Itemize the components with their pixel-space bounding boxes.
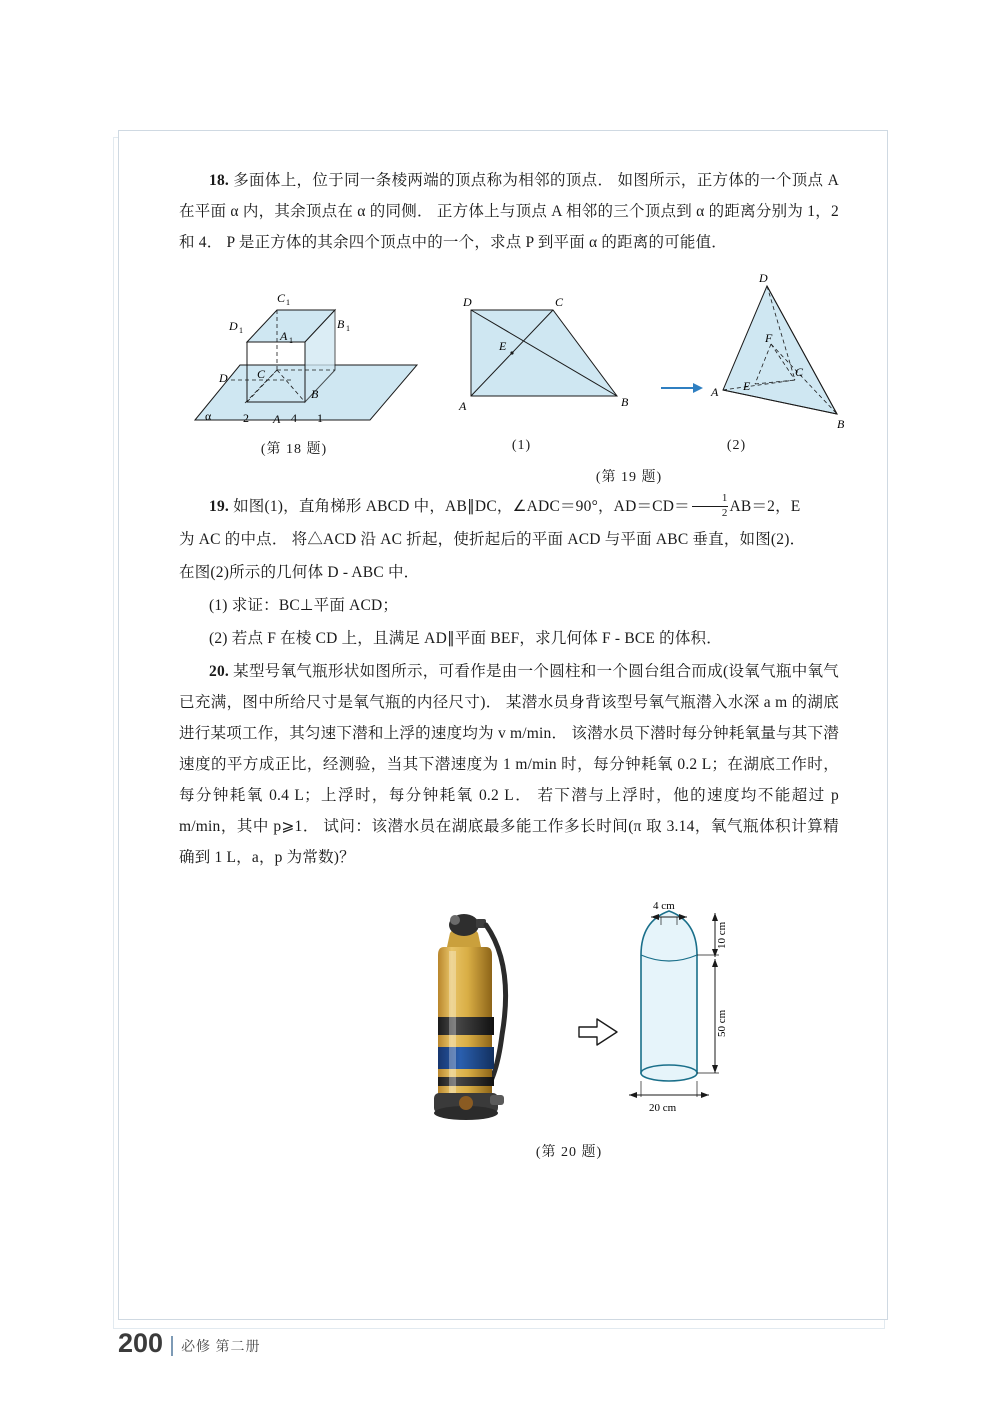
problem-18-text (179, 165, 839, 258)
page-content (179, 165, 845, 1164)
label-B: B (837, 417, 845, 431)
footer-label: 必修 第二册 (181, 1340, 261, 1355)
cylinder-dimension-diagram (609, 895, 809, 1135)
label-B1: B (337, 317, 345, 331)
fraction-one-half: $\frac{1}{2}$ (692, 493, 728, 519)
label-C: C (257, 367, 266, 381)
problem-20-text (179, 656, 839, 873)
label-B: B (621, 395, 629, 409)
svg-text:1: 1 (286, 298, 290, 307)
page-number: 200 (118, 1328, 164, 1358)
label-D1: D (229, 319, 238, 333)
oxygen-tank-illustration (394, 889, 564, 1129)
label-C: C (555, 295, 564, 309)
figure-19-1 (457, 288, 647, 418)
label-B: B (311, 387, 319, 401)
problem-18-number: 18. (209, 172, 229, 189)
label-D: D (463, 295, 472, 309)
problem-20-body: 某型号氧气瓶形状如图所示，可看作是由一个圆柱和一个圆台组合而成(设氧气瓶中氧气已充满，图中所给尺寸是氧气瓶的内径尺寸)． 某潜水员身背该型号氧气瓶潜入水深 a m 的湖底进行某项工作，其匀速下潜和上浮的速度均为 v m/min． 该潜水员下潜时每分钟耗氧量与其下潜速度的平方成正比，经测验，当其下潜速度为 1 m/min 时，每分钟耗氧 0.2 L；在湖底工作时，每分钟耗氧 0.4 L；上浮时，每分钟耗氧 0.2 L． 若下潜与上浮时，他的速度均不能超过 p m/min，其中 p⩾1． 试问：该潜水员在湖底最多能工作多长时间(π 取 3.14，氧气瓶体积计算精确到 1 L，a，p 为常数)？ (179, 663, 840, 866)
dim-body-label: 50 cm (716, 1009, 728, 1037)
svg-text:1: 1 (289, 336, 293, 345)
label-D: D (219, 371, 228, 385)
problem-19-q2: (2) 若点 F 在棱 CD 上，且满足 AD∥平面 BEF，求几何体 F - BCE 的体积． (209, 630, 722, 647)
label-C1: C (277, 291, 286, 305)
label-A: A (459, 399, 467, 413)
problem-19-line1: 如图(1)，直角梯形 ABCD 中，AB∥DC，∠ADC＝90°，AD＝CD＝ (233, 498, 690, 515)
label-A: A (273, 412, 281, 426)
svg-text:1: 1 (346, 324, 350, 333)
label-E: E (499, 339, 507, 353)
label-A1: A (280, 329, 288, 343)
figure-row-18-19 (179, 270, 845, 485)
dim-top-label: 4 cm (653, 900, 675, 912)
label-dist-2: 2 (243, 411, 249, 425)
figure-20 (179, 889, 839, 1164)
label-F: F (765, 331, 773, 345)
figure-19-2-caption: (2) (726, 438, 747, 453)
problem-19-q1: (1) 求证：BC⊥平面 ACD； (209, 597, 399, 614)
label-dist-4: 4 (291, 411, 297, 425)
dim-cone-label: 10 cm (716, 921, 728, 949)
figure-19-caption: (第 19 题) (595, 470, 663, 485)
dim-bottom-label: 20 cm (649, 1102, 677, 1114)
label-D: D (759, 272, 768, 285)
label-E: E (743, 379, 751, 393)
transform-arrow-icon (661, 380, 703, 396)
footer-divider (171, 1336, 173, 1356)
problem-20-number: 20. (209, 663, 229, 680)
problem-19-line1b: AB＝2，E (729, 498, 801, 515)
label-alpha: α (205, 409, 212, 423)
figure-18-caption: (第 18 题) (260, 442, 328, 457)
figure-19-2 (709, 272, 849, 432)
page-footer (118, 1330, 261, 1357)
textbook-page (118, 130, 888, 1320)
figure-19-1-caption: (1) (511, 438, 532, 453)
figure-20-caption: (第 20 题) (535, 1145, 603, 1160)
problem-18-body: 多面体上，位于同一条棱两端的顶点称为相邻的顶点． 如图所示，正方体的一个顶点 A 在平面 α 内，其余顶点在 α 的同侧． 正方体上与顶点 A 相邻的三个顶点到 α 的距离分别为 1，2 和 4． P 是正方体的其余四个顶点中的一个，求点 P 到平面 α 的距离的可能值． (179, 172, 839, 251)
svg-text:1: 1 (239, 326, 243, 335)
label-dist-1: 1 (317, 411, 323, 425)
problem-19-text (179, 491, 839, 522)
problem-19-number: 19. (209, 498, 229, 515)
problem-19-line3: 在图(2)所示的几何体 D - ABC 中． (179, 564, 420, 581)
problem-19-line2: 为 AC 的中点． 将△ACD 沿 AC 折起，使折起后的平面 ACD 与平面 ABC 垂直，如图(2)． (179, 531, 806, 548)
figure-18 (185, 270, 425, 440)
label-C: C (795, 365, 804, 379)
label-A: A (711, 385, 719, 399)
